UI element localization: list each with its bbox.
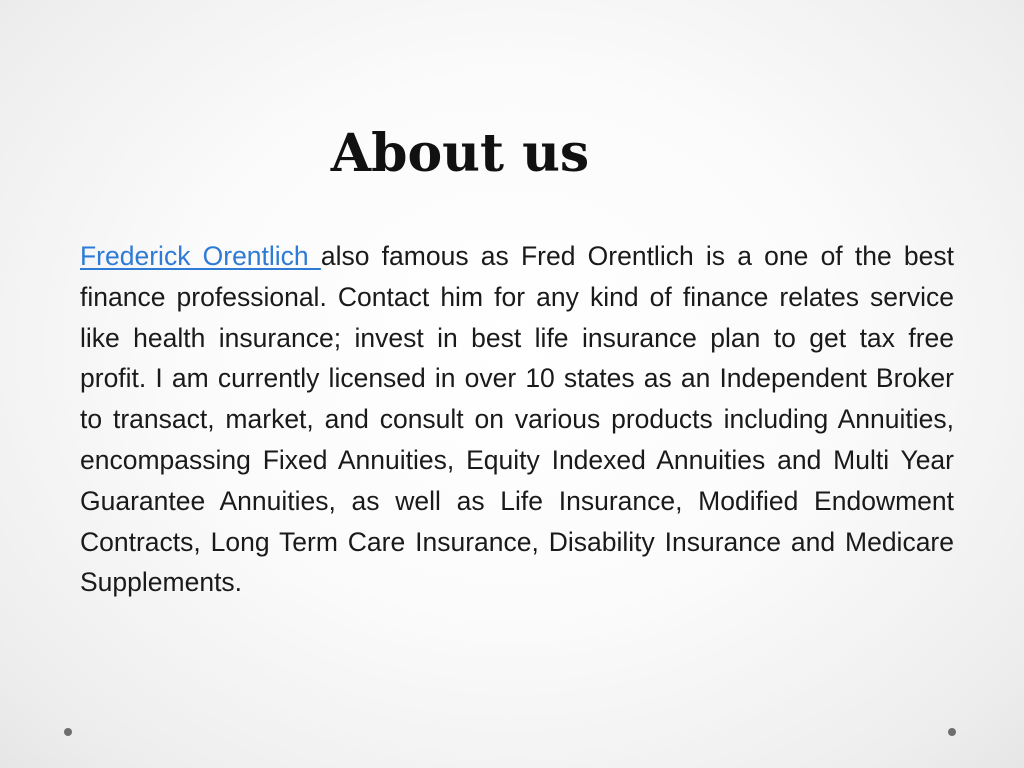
slide-title: About us [330,123,590,184]
decor-dot-right [948,728,956,736]
decor-dot-left [64,728,72,736]
about-paragraph-text: also famous as Fred Orentlich is a one of the best finance professional. Contact him for any kind of finance relates service like health insurance; invest in best life insurance plan to get tax free profit. I am currently licensed in over 10 states as an Independent Broker to transact, market, and consult on various products including Annuities, encompassing Fixed Annuities, Equity Indexed Annuities and Multi Year Guarantee Annuities, as well as Life Insurance, Modified Endowment Contracts, Long Term Care Insurance, Disability Insurance and Medicare Supplements. [80,241,954,598]
name-link[interactable]: Frederick Orentlich [80,241,321,271]
about-paragraph [80,236,954,603]
